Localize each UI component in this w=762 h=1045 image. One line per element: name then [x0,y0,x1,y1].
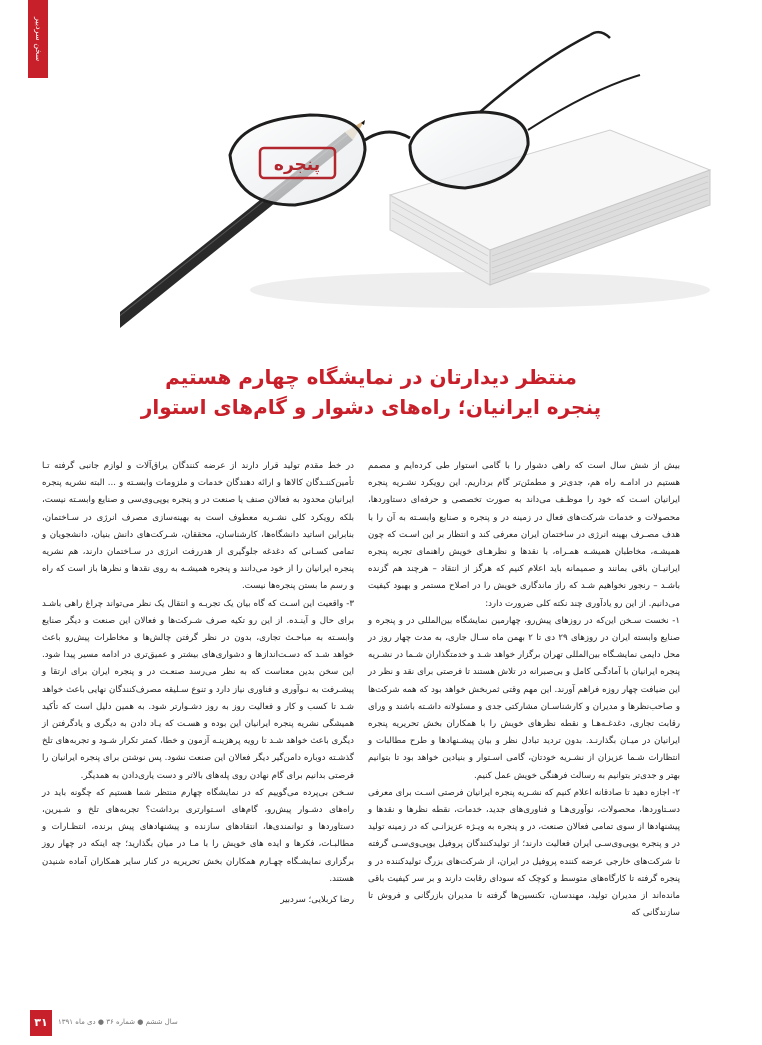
paragraph: ۱- نخست سـخن این‌که در روزهای پیش‌رو، چهارمین نمایشگاه بین‌المللی در و پنجره و صنایع وابسته ایران در روزهای ۲۹ دی تا ۲ بهمن ماه سـال جاری، به مدت چهار روز در محل دایمی نمایشـگاه بین‌المللی تهران برگزار خواهد شـد و خدمتگذاران شـما در نشـریه پنجره ایرانیان با آمادگـی کامل و بی‌صبرانه در تلاش هستند تا فرصتی برای نقد و نظر در این ضیافت چهار روزه فراهم آورند. این مهم وقتی ثمربخش خواهد بود که همه شرکت‌ها و صاحب‌نظرها و مدیران و کارشناسـان مشارکتی جدی و مسئولانه داشـته باشند و ورای رقابت تجاری، دغدغـه‌هـا و نقطه نظرهای خویش را با همکاران بخش تحریریه پنجره ایرانیان در میـان بگذارنـد. بدون تردید تبادل نظر و بیان پیشـنهادها و طرح مطالبات و انتظارات شـما عزیزان از نشـریه خودتان، گامی اسـتوار و بنیادین خواهد بود تا بتوانیم بهتر و جدی‌تر بتوانیم به رسالت فرهنگی خویش عمل کنیم. [368,615,681,781]
paragraph: در خط مقدم تولید قرار دارند از عرضه کنندگان یراق‌آلات و لوازم جانبی گرفته تـا تأمین‌کننـدگان کالاها و ارائه دهندگان خدمات و ملزومات وابسـته و ... البته نشریه پنجره ایرانیان محدود به فعالان صنف یا صنعت در و پنجره یوپی‌وی‌سی و صنایع وابسـته نیست، بلکه رویکرد کلی نشـریه معطوف است به بهینه‌سازی مصرف انرژی در سـاختمان، بنابراین اساتید دانشگاه‌ها، کارشناسان، محققان، شـرکت‌های دانش بنیان، دانشجویان و تمامی کسـانی که دغدغه جلوگیری از هدررفت انرژی در سـاختمان دارند، هم نشریه پنجره ایرانیان را از خود می‌دانند و پنجره همیشـه به روی نقدها و نظرها باز است که راه و رسم ما بستن پنجره‌ها نیست. [42,461,354,592]
issue-footer: سال ششم ● شماره ۳۶ ● دی ماه ۱۳۹۱ [58,1018,178,1026]
paragraph: سـخن بی‌پرده می‌گوییم که در نمایشگاه چهارم منتظر شما هستیم که چگونه باید در راه‌های دشـوار پیش‌رو، گام‌های اسـتوارتری برداشت؟ تجربه‌های تلخ و شـیرین، دستاوردها و توانمندی‌ها، انتقادهای سازنده و پیشنهادهای پیش برنده، انتظـارات و مطالبـات، فکرها و ایده های خویش را با مـا در میان بگذارید؛ چه اینکه در چهار روز برگزاری نمایشـگاه چهـارم همکاران بخش تحریریه در کنار سایر همکاران آماده شنیدن هستند. [42,787,354,884]
section-label: سخن سردبیر [34,16,43,62]
page-number: ۳۱ [30,1010,52,1036]
hero-illustration [120,20,750,330]
author-signature: رضا کربلایی؛ سردبیر [280,895,354,906]
paragraph: ۳- واقعیت این اسـت که گاه بیان یک تجربـه و انتقال یک نظر می‌تواند چراغ راهی باشـد برای حال و آینـده. از این رو تکیه صرف شـرکت‌ها و فعالان این صنعت و دیگر صنایع وابسـته به مباحـث تجاری، بدون در نظر گرفتن چالش‌ها و مخاطرات پیش‌رو باعث خواهد شـد که دسـت‌اندازها و دشواری‌های بیشتر و عمیق‌تری در ادامه مسیر پیدا شود. این سخن بدین معناست که به نظر می‌رسد صنعـت در و پنجره ایران برای ارتقا و پیشـرفت به نـوآوری و فناوری نیاز دارد و تنوع سـلیقه مصرف‌کنندگان نهایی باعث خواهد شـد تا کسب و کار و فعالیت روز به روز دشـوارتر شود. به همین دلیل است که تأکید همیشگی نشریه پنجره ایرانیان این بوده و هسـت که یـاد دادن به دیگری و یادگرفتن از دیگری باعث خواهد شـد تا رویه پرهزینـه آزمون و خطا، کمتر تکرار شـود و تجربه‌های تلخ گذشـته دوباره دامن‌گیر دیگر فعالان این صنعت نشود. پس نوشتن برای پنجره ایرانیان را فرصتی بدانیم برای گام نهادن روی پله‌های بالاتر و دست یاری‌دادن به همدیگر. [42,598,354,781]
section-tab [28,0,48,78]
left-column [42,458,354,909]
logo-text: پنجره [273,155,321,175]
article-title-block [60,362,682,422]
article-title-line1: منتظر دیدارتان در نمایشگاه چهارم هستیم [165,365,577,389]
paragraph: بیش از شش سال است که راهی دشوار را با گامی استوار طی کرده‌ایم و مصمم هستیم در ادامـه راه هم، جدی‌تر و مطمئن‌تر گام برداریم. این رویکرد نشـریه پنجره ایرانیان اسـت که خود را موظـف می‌داند به صورت تخصصی و حرفه‌ای دستاوردها، محصولات و خدمات شرکت‌های فعال در زمینه در و پنجره و صنایع وابسـته به آن را با هدف مصـرف بهینه انرژی در ساختمان ایران معرفی کند و انتظار بر این اسـت که چون همیشـه، مخاطبان همیشـه همـراه، با نقدها و نظرهـای خویش راهنمای تجربه پنجره ایرانیـان باقی بمانند و صمیمانه باید اعلام کنیم که هرگز از انتقاد – هرچند هم گزنده باشـد – رنجور نخواهیم شـد که راز ماندگاری خویش را در اصلاح مستمر و بهبود کیفیت می‌دانیم. از این رو یادآوری چند نکته کلی ضرورت دارد: [368,461,680,609]
paragraph: ۲- اجازه دهید تا صادقانه اعلام کنیم که نشـریه پنجره ایرانیان فرصتی اسـت برای معرفی دسـتاوردها، محصولات، نوآوری‌هـا و فناوری‌های جدید، خدمات، نقطه نظرها و نقدها و پیشنهادها از سوی تمامی فعالان صنعت، در و پنجره به ویـژه عزیزانـی که در زمینه تولید در و پنجره یوپی‌وی‌سـی ایران فعالیت دارند؛ از تولیدکنندگان پروفیل یوپی‌وی‌سـی گرفته تا شرکت‌های خارجی عرضه کننده پروفیل در ایران، از شرکت‌های بزرگ تولیدکننده در و پنجره گرفته تا کارگاه‌های متوسط و کوچک که سودای رقابت دارند و بر سر کیفیت باقی مانده‌اند از مدیران تولید، مهندسان، تکنسین‌ها گرفته تا مدیران بازرگانی و فروش تا سازندگانی که [368,787,680,919]
right-column [368,458,680,922]
article-title-line2: پنجره ایرانیان؛ راه‌های دشوار و گام‌های استوار [140,395,602,419]
